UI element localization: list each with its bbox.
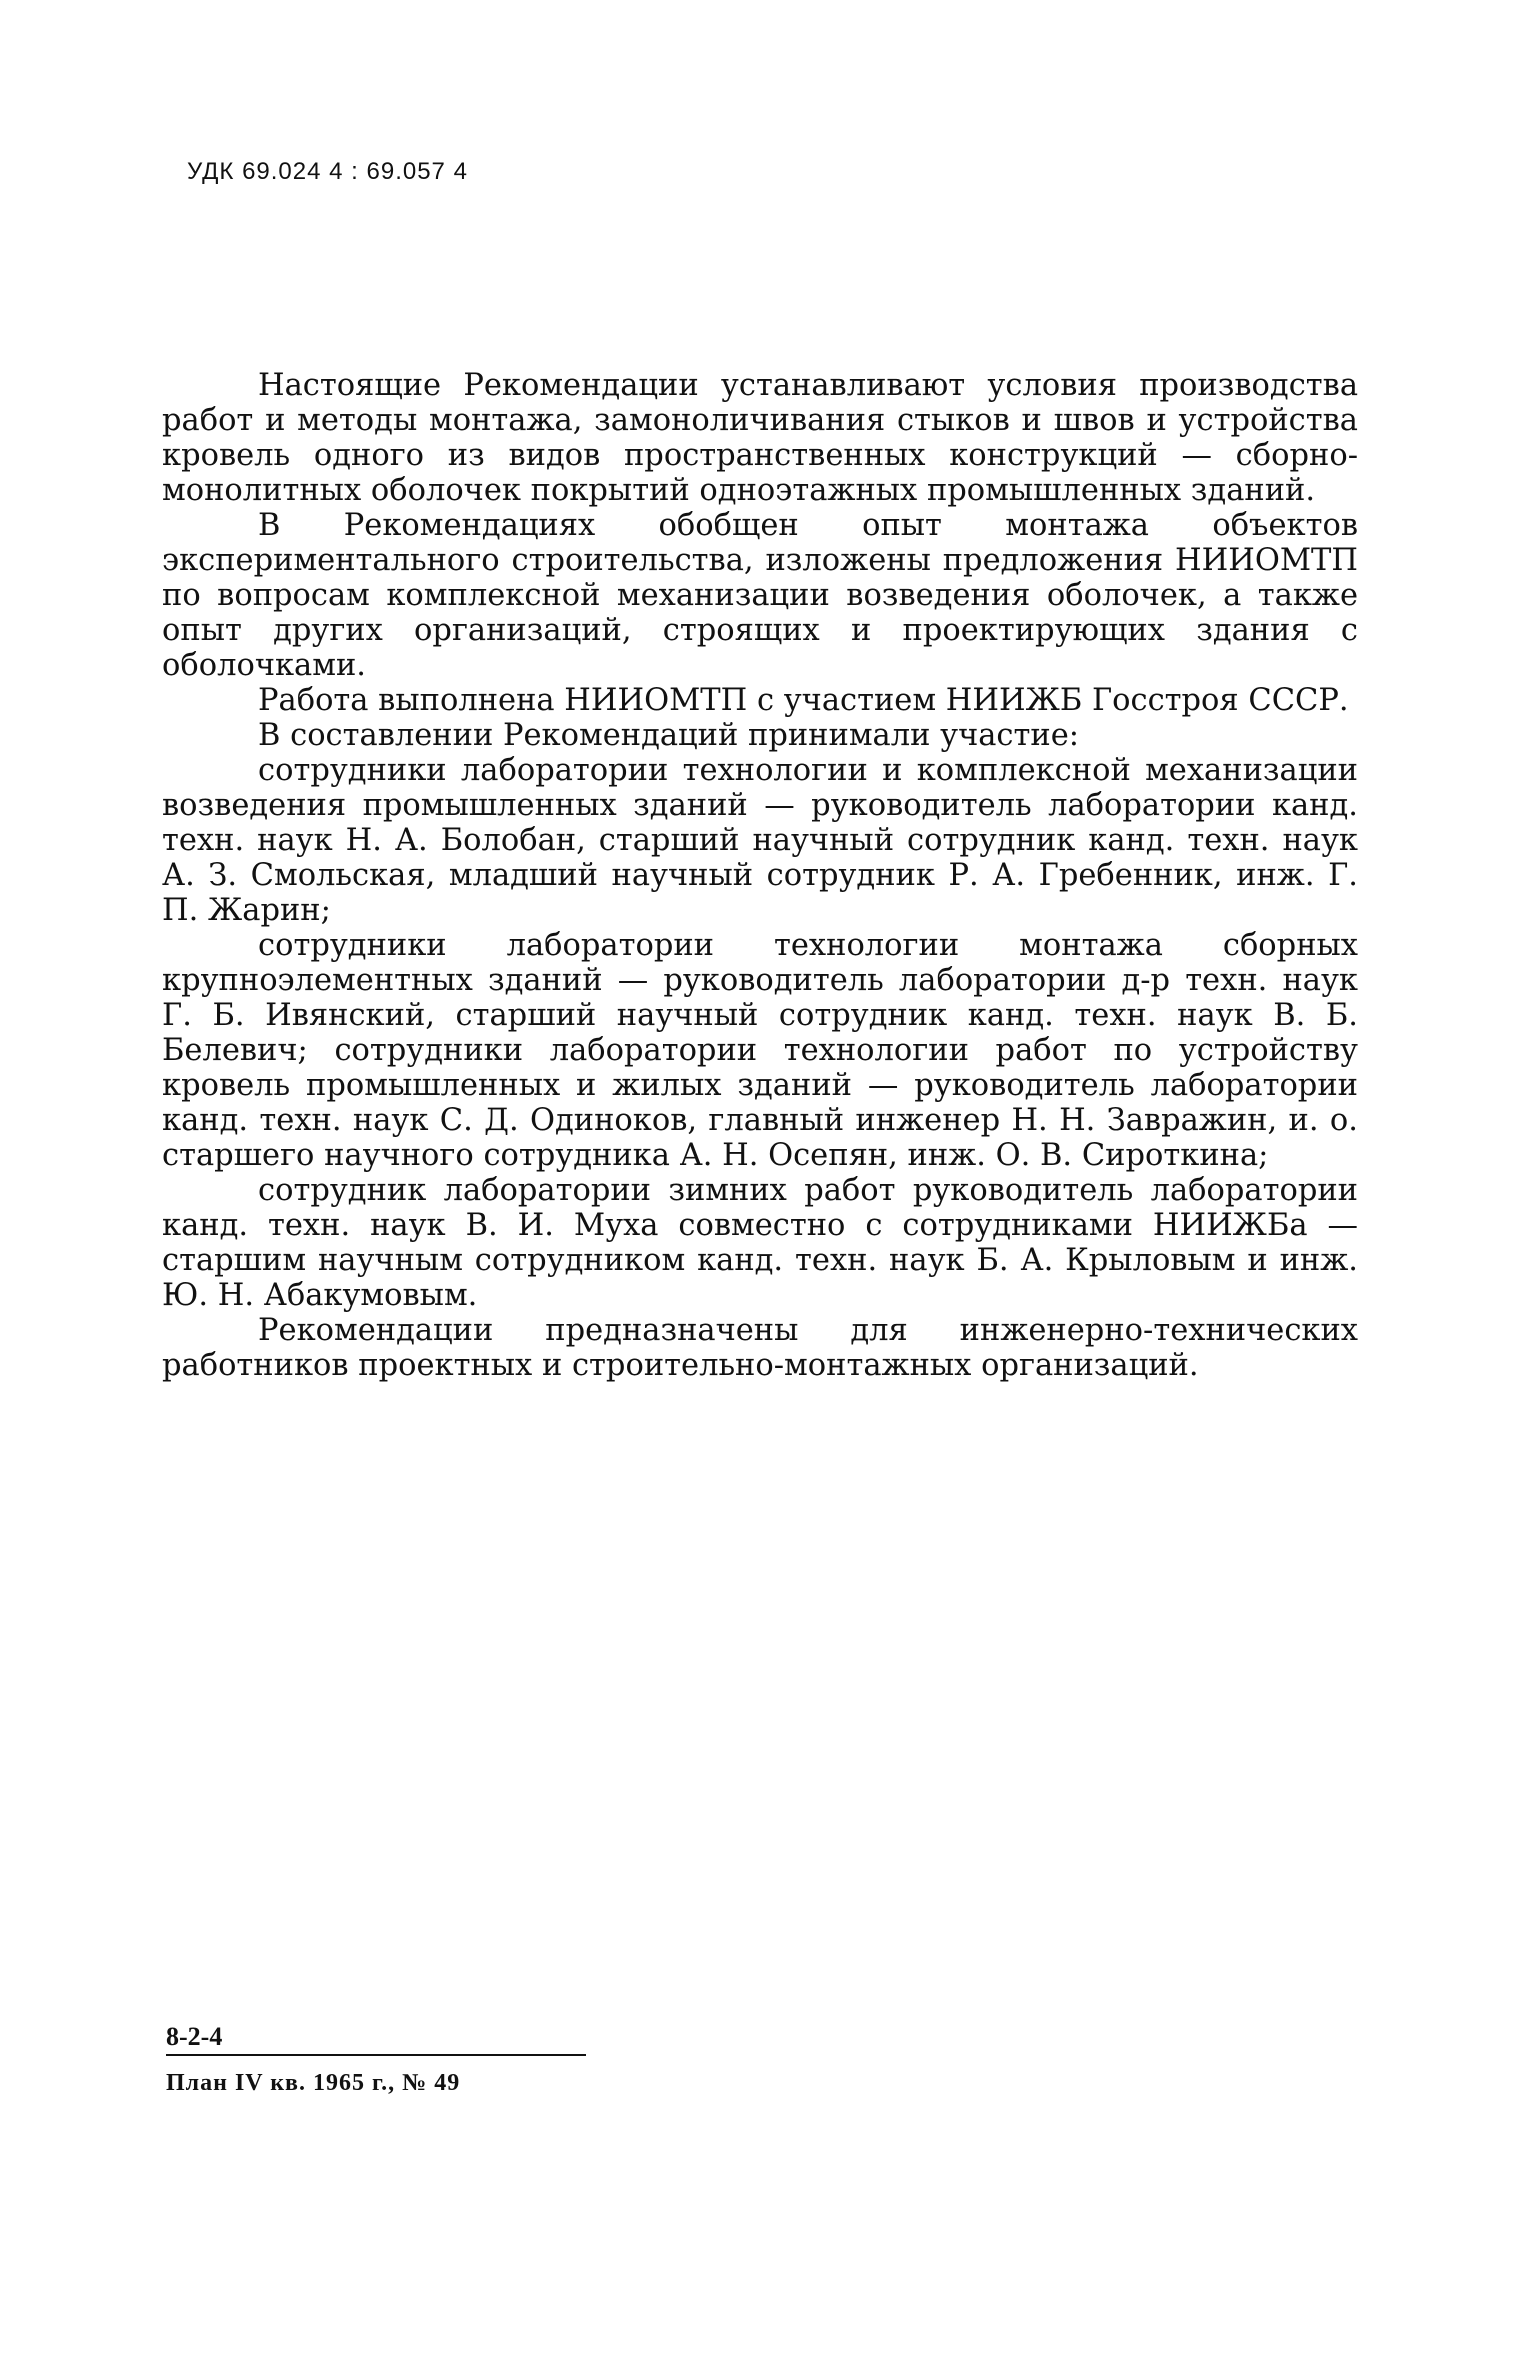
paragraph-participants-lab2: сотрудники лаборатории технологии монтажа сборных крупноэлементных зданий — руководитель лаборатории д-р техн. наук Г. Б. Ивянский, старший научный сотрудник канд. техн. наук В. Б. Белевич; сотрудники лаборатории технологии работ по устройству кровель промышленных и жилых зданий — руководитель лаборатории канд. техн. наук С. Д. Одинокoв, главный инженер Н. Н. Завражин, и. о. старшего научного сотрудника А. Н. Осепян, инж. О. В. Сироткина; bbox=[162, 928, 1358, 1173]
paragraph-experience: В Рекомендациях обобщен опыт монтажа объектов экспериментального строительства, изложены предложения НИИОМТП по вопросам комплексной механизации возведения оболочек, а также опыт других организаций, строящих и проектирующих здания с оболочками. bbox=[162, 508, 1358, 683]
main-text bbox=[162, 368, 1358, 1383]
paragraph-participants-lab1: сотрудники лаборатории технологии и комплексной механизации возведения промышленных зданий — руководитель лаборатории канд. техн. наук Н. А. Болобан, старший научный сотрудник канд. техн. наук А. З. Смольская, младший научный сотрудник Р. А. Гребенник, инж. Г. П. Жарин; bbox=[162, 753, 1358, 928]
udk-code: УДК 69.024 4 : 69.057 4 bbox=[187, 158, 468, 185]
paragraph-participants-intro: В составлении Рекомендаций принимали участие: bbox=[258, 718, 1080, 753]
paragraph-participants-lab3: сотрудник лаборатории зимних работ руководитель лаборатории канд. техн. наук В. И. Муха совместно с сотрудниками НИИЖБа — старшим научным сотрудником канд. техн. наук Б. А. Крыловым и инж. Ю. Н. Абакумовым. bbox=[162, 1173, 1358, 1313]
paragraph-work-done: Работа выполнена НИИОМТП с участием НИИЖБ Госстроя СССР. bbox=[258, 683, 1349, 718]
footer-plan: План IV кв. 1965 г., № 49 bbox=[166, 2070, 461, 2096]
footer-code: 8-2-4 bbox=[166, 2022, 223, 2051]
paragraph-intro: Настоящие Рекомендации устанавливают условия производства работ и методы монтажа, замоноличивания стыков и швов и устройства кровель одного из видов пространственных конструкций — сборно-монолитных оболочек покрытий одноэтажных промышленных зданий. bbox=[162, 368, 1358, 508]
footer-divider bbox=[166, 2054, 586, 2056]
paragraph-audience: Рекомендации предназначены для инженерно-технических работников проектных и строительно-монтажных организаций. bbox=[162, 1313, 1358, 1383]
